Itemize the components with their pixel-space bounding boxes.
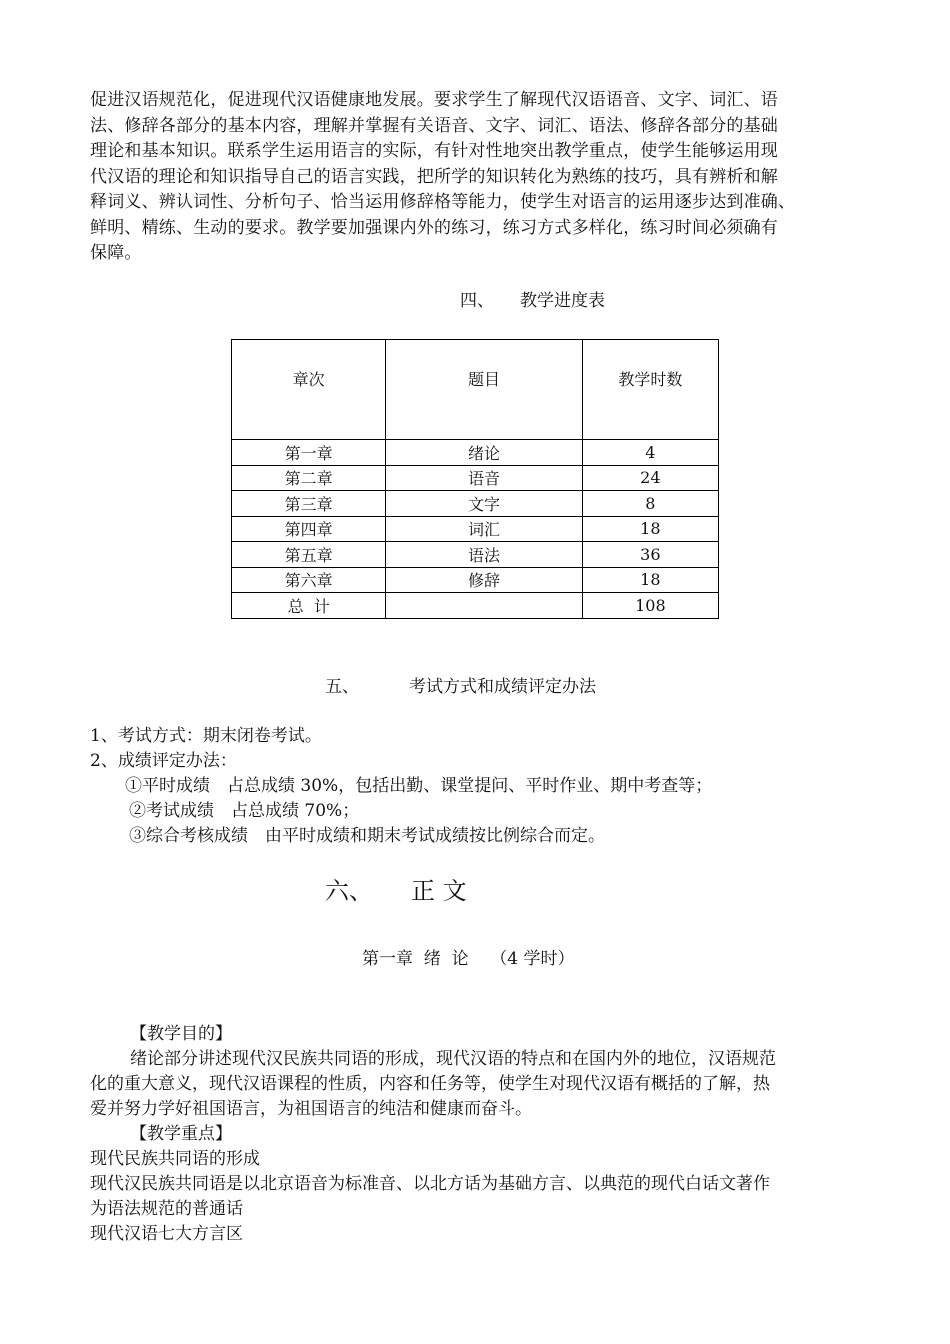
cell-topic: 语音: [386, 465, 582, 491]
section4-title: 教学进度表: [520, 291, 605, 311]
cell-topic: 绪论: [386, 440, 582, 466]
cell-total-topic: [386, 593, 582, 619]
table-row: [232, 542, 719, 568]
cell-chapter: 第六章: [232, 567, 386, 593]
cell-hours: 4: [582, 440, 718, 466]
cell-hours: 8: [582, 491, 718, 517]
grading-item: ②考试成绩 占总成绩 70%；: [129, 801, 360, 821]
cell-chapter: 第三章: [232, 491, 386, 517]
focus-line: 现代汉语七大方言区: [90, 1224, 243, 1244]
intro-line: 理论和基本知识。联系学生运用语言的实际，有针对性地突出教学重点，使学生能够运用现: [90, 141, 778, 161]
cell-chapter: 第二章: [232, 465, 386, 491]
intro-line: 促进汉语规范化，促进现代汉语健康地发展。要求学生了解现代汉语语音、文字、词汇、语: [90, 90, 778, 110]
purpose-label: 【教学目的】: [130, 1024, 232, 1044]
focus-line: 现代汉民族共同语是以北京语音为标准音、以北方话为基础方言、以典范的现代白话文著作: [90, 1174, 770, 1194]
table-row: [232, 491, 719, 517]
cell-chapter: 第一章: [232, 440, 386, 466]
section4-heading: [460, 290, 605, 312]
cell-topic: 修辞: [386, 567, 582, 593]
intro-line: 保障。: [90, 243, 142, 263]
intro-line: 释词义、辨认词性、分析句子、恰当运用修辞格等能力，使学生对语言的运用逐步达到准确、: [90, 192, 796, 212]
section5-title: 考试方式和成绩评定办法: [409, 677, 596, 697]
cell-total-hours: 108: [582, 593, 718, 619]
focus-label: 【教学重点】: [130, 1124, 232, 1144]
intro-line: 鲜明、精练、生动的要求。教学要加强课内外的练习，练习方式多样化，练习时间必须确有: [90, 217, 778, 238]
purpose-line: 化的重大意义，现代汉语课程的性质，内容和任务等，使学生对现代汉语有概括的了解，热: [90, 1074, 770, 1094]
chapter-title: 第一章 绪 论 （4 学时）: [362, 949, 575, 969]
section6-heading: [325, 876, 467, 906]
table-total-row: [232, 593, 719, 619]
cell-topic: 文字: [386, 491, 582, 517]
purpose-line: 绪论部分讲述现代汉民族共同语的形成，现代汉语的特点和在国内外的地位，汉语规范: [130, 1049, 776, 1069]
focus-line: 为语法规范的普通话: [90, 1199, 243, 1219]
section6-title: 正 文: [411, 877, 467, 905]
schedule-table: [231, 339, 719, 619]
header-hours: 教学时数: [582, 340, 718, 440]
header-chapter: 章次: [232, 340, 386, 440]
table-row: [232, 516, 719, 542]
purpose-line: 爱并努力学好祖国语言，为祖国语言的纯洁和健康而奋斗。: [90, 1099, 532, 1119]
table-row: [232, 567, 719, 593]
cell-chapter: 第四章: [232, 516, 386, 542]
exam-method-line: 1、考试方式：期末闭卷考试。: [90, 726, 322, 746]
chapter-body: [90, 1022, 860, 1247]
grading-item: ③综合考核成绩 由平时成绩和期末考试成绩按比例综合而定。: [129, 826, 605, 846]
cell-topic: 语法: [386, 542, 582, 568]
header-topic: 题目: [386, 340, 582, 440]
grading-item: ①平时成绩 占总成绩 30%，包括出勤、课堂提问、平时作业、期中考查等；: [125, 776, 713, 796]
cell-hours: 36: [582, 542, 718, 568]
intro-paragraph: [90, 88, 860, 267]
intro-line: 代汉语的理论和知识指导自己的语言实践，把所学的知识转化为熟练的技巧，具有辨析和解: [90, 166, 778, 187]
cell-hours: 18: [582, 516, 718, 542]
table-row: [232, 465, 719, 491]
cell-hours: 24: [582, 465, 718, 491]
cell-chapter: 第五章: [232, 542, 386, 568]
cell-total-label: 总 计: [232, 593, 386, 619]
section4-number: 四、: [460, 291, 494, 311]
grading-method-line: 2、成绩评定办法：: [90, 751, 237, 771]
cell-topic: 词汇: [386, 516, 582, 542]
table-header-row: [232, 340, 719, 440]
section5-heading: [325, 676, 596, 698]
cell-hours: 18: [582, 567, 718, 593]
focus-line: 现代民族共同语的形成: [90, 1149, 260, 1169]
table-row: [232, 440, 719, 466]
intro-line: 法、修辞各部分的基本内容，理解并掌握有关语音、文字、词汇、语法、修辞各部分的基础: [90, 115, 778, 136]
section5-number: 五、: [325, 677, 359, 697]
section6-number: 六、: [325, 877, 373, 905]
